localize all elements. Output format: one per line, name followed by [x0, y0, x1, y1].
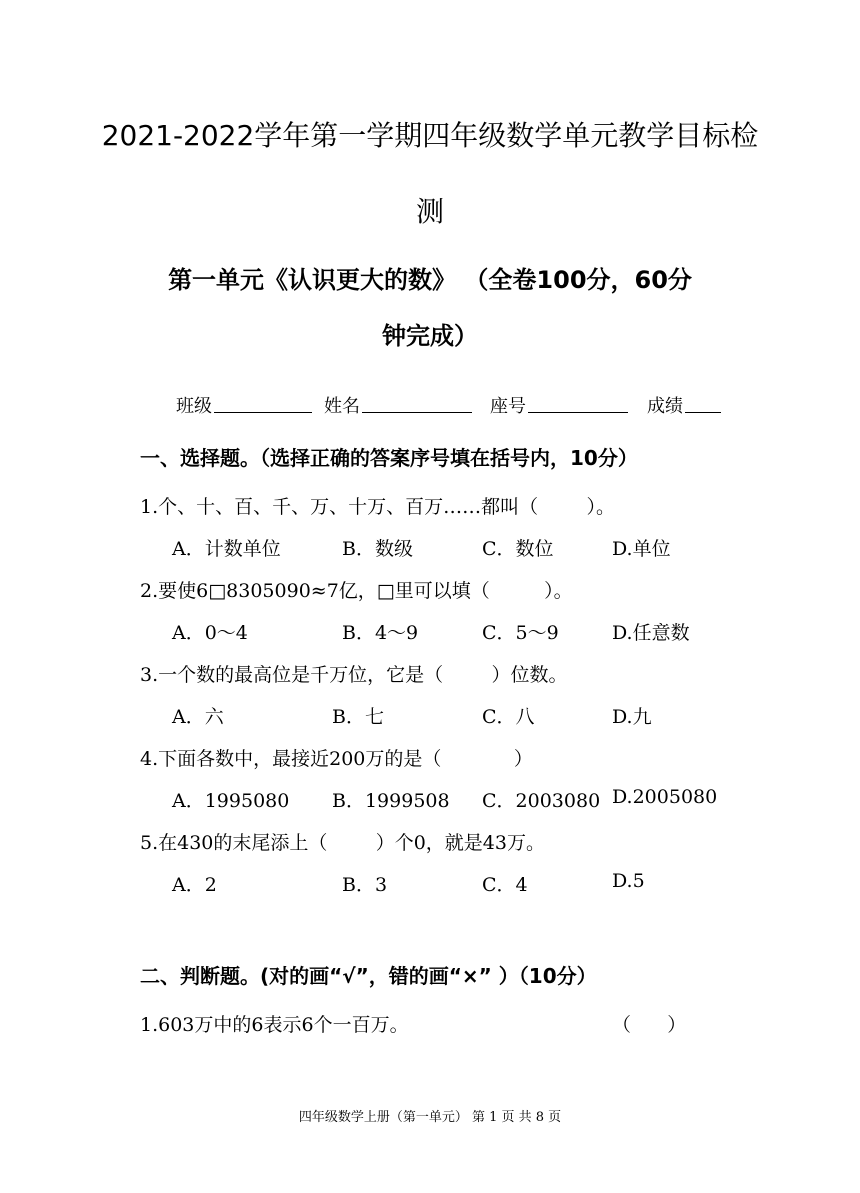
q4-option-a: A．1995080	[172, 790, 290, 812]
question-5: 5.在430的末尾添上（ ）个0，就是43万。	[140, 832, 545, 854]
name-blank[interactable]	[362, 392, 472, 413]
q1-option-a: A．计数单位	[172, 538, 281, 560]
score-label: 成绩	[647, 396, 683, 417]
question-4: 4.下面各数中，最接近200万的是（ ）	[140, 748, 533, 770]
q2-option-a: A．0～4	[172, 622, 248, 644]
question-2: 2.要使6□8305090≈7亿，□里可以填（ ）。	[140, 580, 573, 602]
q1-option-b: B．数级	[342, 538, 413, 560]
q1-option-c: C．数位	[482, 538, 554, 560]
q4-option-b: B．1999508	[332, 790, 450, 812]
name-label: 姓名	[324, 396, 360, 417]
q2-option-b: B．4～9	[342, 622, 419, 644]
score-blank[interactable]	[685, 392, 721, 413]
question-1: 1.个、十、百、千、万、十万、百万……都叫（ ）。	[140, 496, 615, 518]
q4-option-d: D.2005080	[612, 786, 718, 808]
q2-option-c: C．5～9	[482, 622, 559, 644]
q5-option-d: D.5	[612, 870, 645, 892]
q5-option-b: B．3	[342, 874, 388, 896]
subtitle-line-1: 第一单元《认识更大的数》 （全卷100分，60分	[168, 266, 692, 294]
q3-option-c: C．八	[482, 706, 535, 728]
question-3: 3.一个数的最高位是千万位，它是（ ）位数。	[140, 664, 568, 686]
q5-option-c: C．4	[482, 874, 528, 896]
q5-option-a: A．2	[172, 874, 217, 896]
subtitle-line-2: 钟完成）	[382, 322, 478, 350]
q4-option-c: C．2003080	[482, 790, 601, 812]
seat-label: 座号	[490, 396, 526, 417]
title-line-2: 测	[415, 195, 444, 228]
tf-question-1: 1.603万中的6表示6个一百万。	[140, 1014, 409, 1036]
q3-option-d: D.九	[612, 706, 652, 728]
class-blank[interactable]	[214, 392, 312, 413]
page-footer: 四年级数学上册（第一单元） 第 1 页 共 8 页	[298, 1110, 562, 1125]
q2-option-d: D.任意数	[612, 622, 690, 644]
class-label: 班级	[176, 396, 212, 417]
tf-question-1-bracket[interactable]: （ ）	[612, 1014, 687, 1036]
section1-heading: 一、选择题。（选择正确的答案序号填在括号内，10分）	[140, 446, 638, 470]
q3-option-a: A．六	[172, 706, 224, 728]
q3-option-b: B．七	[332, 706, 384, 728]
seat-blank[interactable]	[528, 392, 628, 413]
title-line-1: 2021-2022学年第一学期四年级数学单元教学目标检	[101, 119, 759, 152]
section2-heading: 二、判断题。(对的画“√”，错的画“×” ）（10分）	[140, 964, 597, 988]
q1-option-d: D.单位	[612, 538, 671, 560]
